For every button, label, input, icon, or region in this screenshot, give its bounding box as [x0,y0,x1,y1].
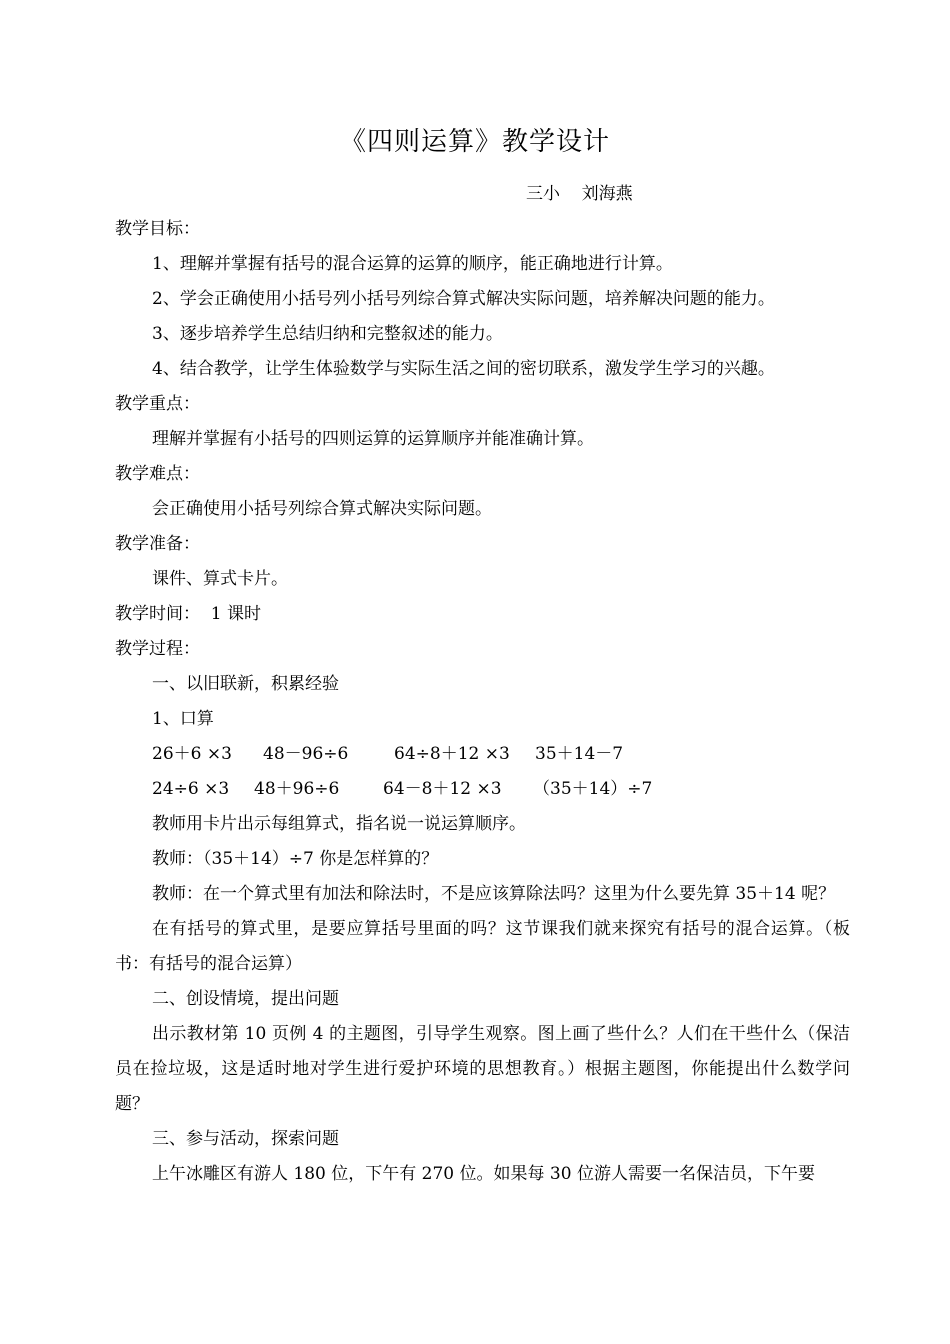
oral-expression: 24÷6 ×3 [152,779,230,799]
key-text: 理解并掌握有小括号的四则运算的运算顺序并能准确计算。 [152,429,594,449]
author-line: 三小 刘海燕 [526,184,633,204]
goal-item: 3、逐步培养学生总结归纳和完整叙述的能力。 [152,324,503,344]
goal-item: 2、学会正确使用小括号列小括号列综合算式解决实际问题，培养解决问题的能力。 [152,289,775,309]
goals-heading: 教学目标： [115,219,200,239]
oral-expression: 26＋6 ×3 [152,744,232,764]
paragraph: 出示教材第 10 页例 4 的主题图，引导学生观察。图上画了些什么？人们在干些什么（保洁员在捡垃圾，这是适时地对学生进行爱护环境的思想教育。）根据主题图，你能提出什么数学问题？ [115,1024,850,1114]
step3-title: 三、参与活动，探索问题 [152,1129,339,1149]
paragraph: 上午冰雕区有游人 180 位，下午有 270 位。如果每 30 位游人需要一名保洁员，下午要 [152,1164,815,1184]
oral-expression: 64÷8＋12 ×3 [394,744,510,764]
key-heading: 教学重点： [115,394,200,414]
difficulty-text: 会正确使用小括号列综合算式解决实际问题。 [152,499,492,519]
oral-expression: 35＋14－7 [535,744,624,764]
step2-title: 二、创设情境，提出问题 [152,989,339,1009]
prep-text: 课件、算式卡片。 [152,569,288,589]
process-heading: 教学过程： [115,639,200,659]
page-title: 《四则运算》教学设计 [339,127,610,157]
goal-item: 1、理解并掌握有括号的混合运算的运算的顺序，能正确地进行计算。 [152,254,673,274]
difficulty-heading: 教学难点： [115,464,200,484]
goal-item: 4、结合教学，让学生体验数学与实际生活之间的密切联系，激发学生学习的兴趣。 [152,359,775,379]
step1-title: 一、以旧联新，积累经验 [152,674,339,694]
oral-title: 1、口算 [152,709,214,729]
oral-expression: （35＋14）÷7 [533,779,653,799]
paragraph: 教师：（35＋14）÷7 你是怎样算的？ [152,849,439,869]
paragraph: 在有括号的算式里，是要应算括号里面的吗？这节课我们就来探究有括号的混合运算。（板书：有括号的混合运算） [115,919,850,974]
paragraph: 教师：在一个算式里有加法和除法时，不是应该算除法吗？这里为什么要先算 35＋14 呢？ [152,884,836,904]
oral-row-1 [115,737,850,772]
time-line: 教学时间： 1 课时 [115,604,262,624]
oral-expression: 48－96÷6 [263,744,349,764]
paragraph: 教师用卡片出示每组算式，指名说一说运算顺序。 [152,814,526,834]
document-body [115,212,850,1192]
oral-expression: 48＋96÷6 [254,779,340,799]
oral-expression: 64－8＋12 ×3 [383,779,502,799]
prep-heading: 教学准备： [115,534,200,554]
oral-row-2 [115,772,850,807]
